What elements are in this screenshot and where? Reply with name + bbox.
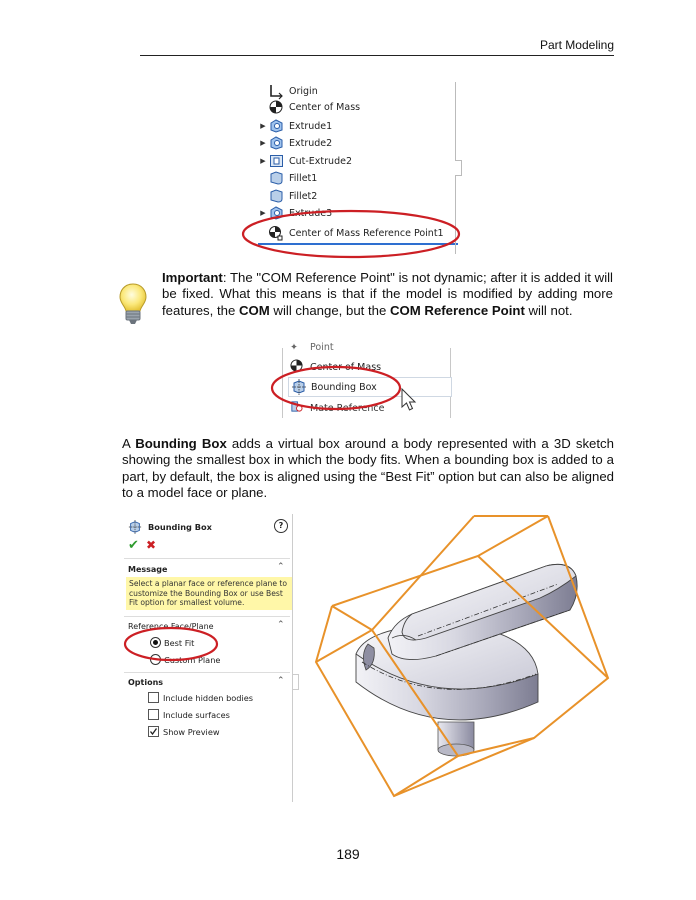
help-icon[interactable]: ?: [274, 519, 288, 533]
center-of-mass-icon: [268, 100, 284, 114]
page-number: 189: [336, 846, 360, 862]
message-section-title: Message: [128, 565, 168, 574]
tree-item-label: Extrude3: [289, 207, 333, 219]
collapse-caret-icon[interactable]: ⌃: [277, 620, 285, 630]
origin-icon: [268, 84, 284, 98]
radio-best-fit[interactable]: Best Fit: [150, 637, 194, 648]
model-viewport[interactable]: [308, 514, 618, 804]
highlight-ellipse: [268, 364, 408, 414]
tree-item-label: Extrude1: [289, 120, 333, 132]
options-section-title: Options: [128, 678, 164, 687]
tree-item-cut-extrude2[interactable]: [258, 153, 352, 169]
checkbox-empty-icon: [148, 692, 159, 703]
extrude-icon: [268, 136, 284, 150]
important-note: Important: The "COM Reference Point" is not dynamic; after it is added it will be fixed. What this means is that if the model is modified by adding more features, the COM will change, but the COM Reference Point will not.: [162, 270, 613, 318]
menu-item-point[interactable]: ✦ Point: [290, 341, 334, 353]
pm-title: Bounding Box: [148, 522, 212, 532]
page-header: [140, 38, 614, 56]
point-icon: ✦: [290, 341, 298, 353]
tree-item-label: Fillet2: [289, 190, 318, 202]
expand-arrow-icon[interactable]: ▶: [260, 157, 266, 165]
tree-item-extrude2[interactable]: [258, 135, 332, 151]
checkbox-empty-icon: [148, 709, 159, 720]
tree-item-label: Origin: [289, 85, 318, 97]
feature-tree: [258, 80, 468, 260]
radio-custom-plane[interactable]: Custom Plane: [150, 654, 220, 665]
checkbox-include-surfaces[interactable]: Include surfaces: [148, 709, 230, 720]
extrude-icon: [268, 119, 284, 133]
property-splitter[interactable]: [293, 674, 299, 690]
tree-item-extrude1[interactable]: [258, 118, 332, 134]
tree-item-label: Cut-Extrude2: [289, 155, 353, 167]
tree-item-label: Center of Mass Reference Point1: [289, 227, 444, 239]
tree-item-label: Extrude2: [289, 137, 333, 149]
checkbox-show-preview[interactable]: Show Preview: [148, 726, 220, 737]
menu-item-center-of-mass[interactable]: Center of Mass: [290, 360, 381, 374]
tree-item-center-of-mass[interactable]: [258, 99, 360, 115]
reference-section-title: Reference Face/Plane: [128, 622, 214, 631]
ok-button[interactable]: ✔: [128, 538, 139, 553]
section-title: Part Modeling: [539, 38, 614, 52]
bounding-box-property-manager: [124, 514, 294, 802]
expand-arrow-icon[interactable]: ▶: [260, 209, 266, 217]
bounding-box-icon: [128, 520, 144, 534]
highlight-ellipse: [240, 208, 462, 260]
pm-header: [128, 520, 212, 534]
important-lead: Important: [162, 270, 223, 285]
collapse-caret-icon[interactable]: ⌃: [277, 676, 285, 686]
tree-item-label: Center of Mass: [289, 101, 361, 113]
message-box: Select a planar face or reference plane to customize the Bounding Box or use Best Fit option for smallest volume.: [126, 577, 292, 610]
lightbulb-icon: [118, 282, 148, 331]
menu-item-bounding-box[interactable]: Bounding Box: [288, 377, 452, 397]
knob-part: [356, 564, 577, 756]
body-paragraph: A Bounding Box adds a virtual box around a body represented with a 3D sketch showing the smallest box in which the body fits. When a bounding box is added to a part, by default, the box is aligned using the “Best Fit” option but can also be aligned to a model face or plane.: [122, 436, 614, 500]
checkbox-checked-icon: [148, 726, 159, 737]
expand-arrow-icon[interactable]: ▶: [260, 139, 266, 147]
cancel-button[interactable]: ✖: [146, 538, 157, 552]
collapse-caret-icon[interactable]: ⌃: [277, 562, 285, 572]
highlight-ellipse: [122, 624, 222, 664]
tree-item-fillet1[interactable]: [258, 170, 317, 186]
fillet-icon: [268, 171, 284, 185]
tree-item-origin[interactable]: [258, 83, 318, 99]
cut-extrude-icon: [268, 154, 284, 168]
panel-splitter[interactable]: [455, 160, 462, 176]
menu-item-mate-reference[interactable]: Mate Reference: [290, 401, 384, 415]
fillet-icon: [268, 189, 284, 203]
insert-menu: [282, 341, 452, 418]
tree-item-fillet2[interactable]: [258, 188, 317, 204]
expand-arrow-icon[interactable]: ▶: [260, 122, 266, 130]
tree-item-label: Fillet1: [289, 172, 318, 184]
checkbox-include-hidden-bodies[interactable]: Include hidden bodies: [148, 692, 253, 703]
